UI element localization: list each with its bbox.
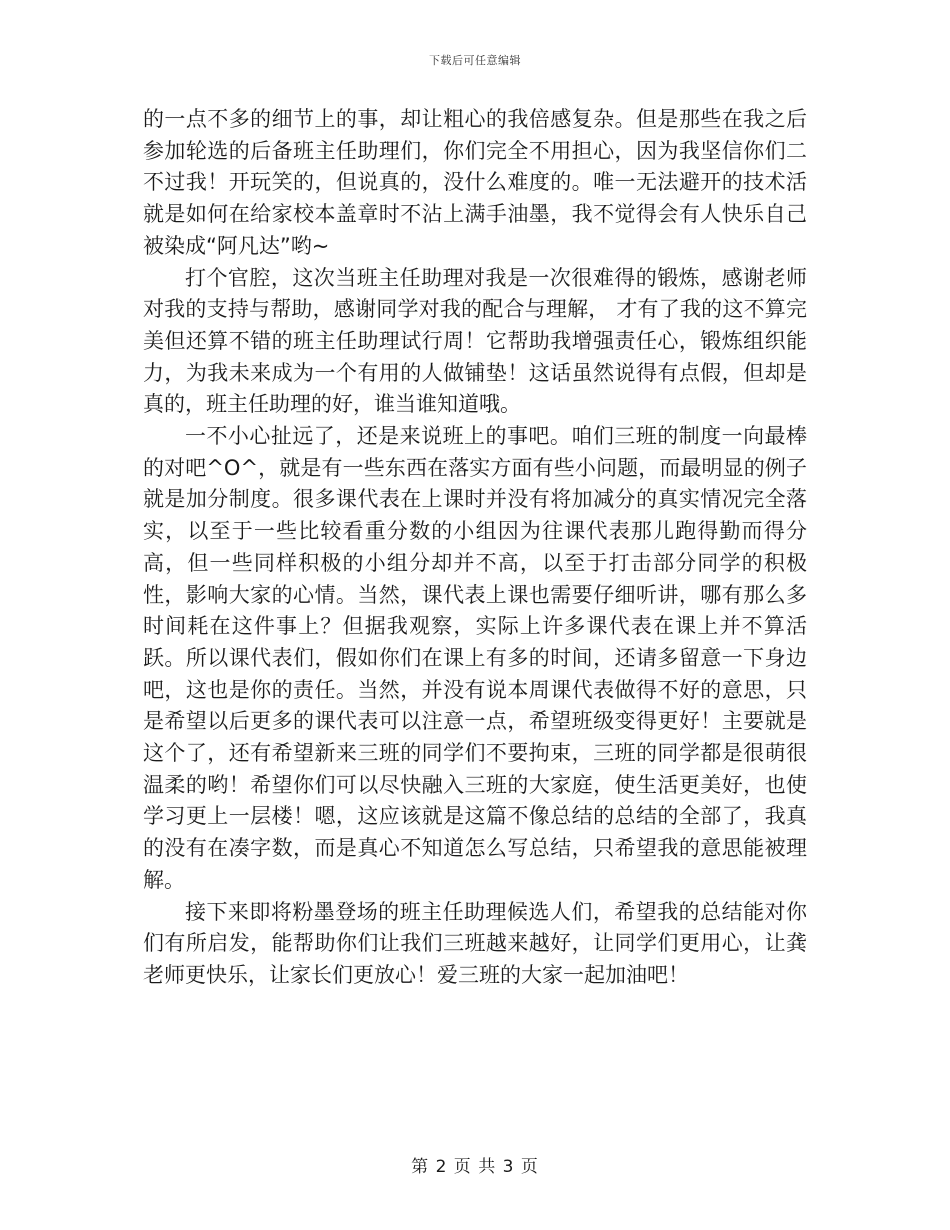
document-body <box>143 104 807 992</box>
page-number: 第 2 页 共 3 页 <box>411 1157 539 1177</box>
paragraph-official-tone: 打个官腔，这次当班主任助理对我是一次很难得的锻炼，感谢老师对我的支持与帮助，感谢同学对我的配合与理解， 才有了我的这不算完美但还算不错的班主任助理试行周！它帮助我增强责任心，锻炼组织能力，为我未来成为一个有用的人做铺垫！这话虽然说得有点假，但却是真的，班主任助理的好，谁当谁知道哦。 <box>143 265 807 417</box>
page-header-note: 下载后可任意编辑 <box>429 54 521 67</box>
paragraph-closing: 接下来即将粉墨登场的班主任助理候选人们，希望我的总结能对你们有所启发，能帮助你们让我们三班越来越好，让同学们更用心，让龚老师更快乐，让家长们更放心！爱三班的大家一起加油吧！ <box>143 899 807 987</box>
paragraph-class-matters: 一不小心扯远了，还是来说班上的事吧。咱们三班的制度一向最棒的对吧^O^，就是有一些东西在落实方面有些小问题，而最明显的例子就是加分制度。很多课代表在上课时并没有将加减分的真实情况完全落实，以至于一些比较看重分数的小组因为往课代表那儿跑得勤而得分高，但一些同样积极的小组分却并不高，以至于打击部分同学的积极性，影响大家的心情。当然，课代表上课也需要仔细听讲，哪有那么多时间耗在这件事上？但据我观察，实际上许多课代表在课上并不算活跃。所以课代表们，假如你们在课上有多的时间，还请多留意一下身边吧，这也是你的责任。当然，并没有说本周课代表做得不好的意思，只是希望以后更多的课代表可以注意一点，希望班级变得更好！主要就是这个了，还有希望新来三班的同学们不要拘束，三班的同学都是很萌很温柔的哟！希望你们可以尽快融入三班的大家庭，使生活更美好，也使学习更上一层楼！嗯，这应该就是这篇不像总结的总结的全部了，我真的没有在凑字数，而是真心不知道怎么写总结，只希望我的意思能被理解。 <box>143 424 807 892</box>
paragraph-continuation: 的一点不多的细节上的事，却让粗心的我倍感复杂。但是那些在我之后参加轮选的后备班主任助理们，你们完全不用担心，因为我坚信你们二不过我！开玩笑的，但说真的，没什么难度的。唯一无法避开的技术活就是如何在给家校本盖章时不沾上满手油墨，我不觉得会有人快乐自己被染成“阿凡达”哟~ <box>143 107 807 258</box>
